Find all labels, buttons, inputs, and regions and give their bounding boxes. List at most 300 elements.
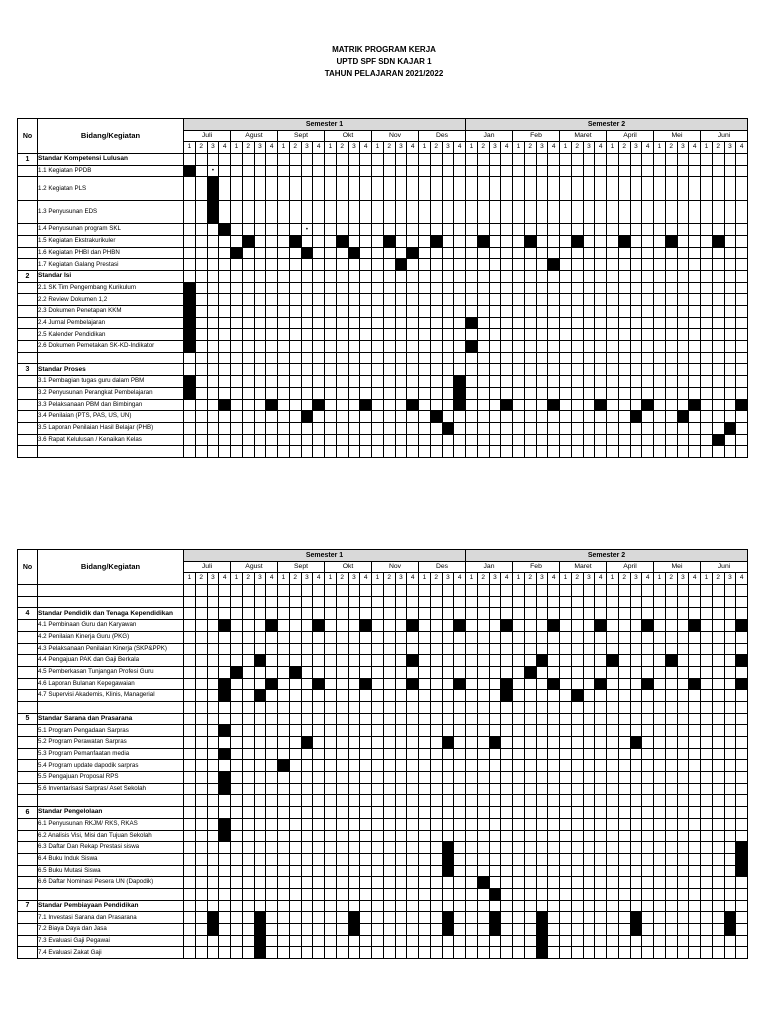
schedule-cell xyxy=(524,877,536,889)
week-header: 1 xyxy=(419,573,431,585)
schedule-cell xyxy=(618,620,630,632)
schedule-cell xyxy=(430,725,442,737)
schedule-cell xyxy=(630,596,642,608)
schedule-cell xyxy=(736,411,748,423)
activity-row xyxy=(18,783,748,795)
schedule-cell xyxy=(195,224,207,236)
schedule-cell xyxy=(348,620,360,632)
schedule-cell xyxy=(430,294,442,306)
schedule-cell xyxy=(630,294,642,306)
schedule-cell xyxy=(231,877,243,889)
schedule-cell xyxy=(689,666,701,678)
schedule-cell xyxy=(501,282,513,294)
schedule-cell xyxy=(266,807,278,819)
schedule-cell xyxy=(724,678,736,690)
schedule-cell xyxy=(184,608,196,620)
schedule-cell xyxy=(642,725,654,737)
schedule-cell xyxy=(254,631,266,643)
schedule-cell xyxy=(219,446,231,458)
schedule-cell xyxy=(454,608,466,620)
schedule-cell xyxy=(477,352,489,364)
schedule-cell xyxy=(595,900,607,912)
schedule-cell xyxy=(325,620,337,632)
activity-row xyxy=(18,678,748,690)
schedule-cell xyxy=(642,387,654,399)
schedule-cell xyxy=(736,235,748,247)
schedule-cell xyxy=(560,387,572,399)
week-header: 3 xyxy=(677,573,689,585)
schedule-cell xyxy=(242,352,254,364)
schedule-cell xyxy=(325,666,337,678)
schedule-cell xyxy=(372,235,384,247)
scheduled-cell xyxy=(266,399,278,411)
schedule-cell xyxy=(665,842,677,854)
schedule-cell xyxy=(548,853,560,865)
schedule-cell xyxy=(231,376,243,388)
schedule-cell xyxy=(372,247,384,259)
schedule-cell xyxy=(360,411,372,423)
schedule-cell xyxy=(184,924,196,936)
schedule-cell xyxy=(642,422,654,434)
schedule-cell xyxy=(712,830,724,842)
schedule-cell xyxy=(689,737,701,749)
scheduled-cell xyxy=(548,259,560,271)
schedule-cell xyxy=(242,294,254,306)
schedule-cell xyxy=(383,701,395,713)
schedule-cell xyxy=(477,596,489,608)
schedule-cell xyxy=(207,364,219,376)
schedule-cell xyxy=(571,165,583,177)
schedule-cell xyxy=(618,877,630,889)
schedule-cell xyxy=(583,259,595,271)
schedule-cell xyxy=(383,352,395,364)
schedule-cell xyxy=(618,842,630,854)
activity-row xyxy=(18,690,748,702)
schedule-cell xyxy=(195,387,207,399)
week-header: 1 xyxy=(466,142,478,154)
schedule-cell xyxy=(254,608,266,620)
schedule-cell xyxy=(184,772,196,784)
schedule-cell xyxy=(266,725,278,737)
schedule-cell xyxy=(195,352,207,364)
schedule-cell xyxy=(301,608,313,620)
schedule-cell xyxy=(454,865,466,877)
schedule-cell xyxy=(407,725,419,737)
schedule-cell xyxy=(548,877,560,889)
activity-row xyxy=(18,596,748,608)
schedule-cell xyxy=(466,631,478,643)
schedule-cell xyxy=(278,399,290,411)
schedule-cell xyxy=(712,795,724,807)
schedule-cell xyxy=(430,772,442,784)
schedule-cell xyxy=(477,224,489,236)
schedule-cell xyxy=(278,900,290,912)
schedule-cell xyxy=(442,631,454,643)
schedule-cell xyxy=(571,947,583,959)
schedule-cell xyxy=(289,830,301,842)
schedule-cell xyxy=(278,608,290,620)
schedule-cell xyxy=(536,830,548,842)
schedule-cell xyxy=(618,783,630,795)
schedule-cell xyxy=(442,643,454,655)
schedule-cell xyxy=(677,748,689,760)
schedule-cell xyxy=(560,235,572,247)
schedule-cell xyxy=(466,678,478,690)
schedule-cell xyxy=(254,772,266,784)
week-header: 2 xyxy=(430,142,442,154)
schedule-cell xyxy=(583,165,595,177)
week-header: 2 xyxy=(430,573,442,585)
schedule-cell xyxy=(336,818,348,830)
schedule-cell xyxy=(712,306,724,318)
schedule-cell xyxy=(689,865,701,877)
schedule-cell xyxy=(219,608,231,620)
schedule-cell xyxy=(642,772,654,784)
schedule-cell xyxy=(184,434,196,446)
schedule-cell xyxy=(536,760,548,772)
schedule-cell xyxy=(242,411,254,423)
schedule-cell xyxy=(736,282,748,294)
schedule-cell xyxy=(618,259,630,271)
schedule-cell xyxy=(325,376,337,388)
schedule-cell xyxy=(548,690,560,702)
schedule-cell xyxy=(184,737,196,749)
schedule-cell xyxy=(419,713,431,725)
schedule-cell xyxy=(336,352,348,364)
week-header: 4 xyxy=(642,142,654,154)
schedule-cell xyxy=(524,725,536,737)
schedule-cell xyxy=(677,888,689,900)
schedule-cell xyxy=(442,177,454,200)
schedule-cell xyxy=(360,865,372,877)
schedule-cell xyxy=(219,294,231,306)
schedule-cell xyxy=(701,329,713,341)
schedule-cell xyxy=(278,154,290,166)
schedule-cell xyxy=(372,294,384,306)
schedule-cell xyxy=(654,259,666,271)
schedule-cell xyxy=(407,329,419,341)
schedule-cell xyxy=(630,795,642,807)
schedule-cell xyxy=(219,165,231,177)
schedule-cell xyxy=(712,748,724,760)
schedule-cell xyxy=(407,422,419,434)
schedule-cell xyxy=(548,224,560,236)
schedule-cell xyxy=(501,701,513,713)
scheduled-cell xyxy=(336,235,348,247)
row-number xyxy=(18,306,38,318)
schedule-cell xyxy=(231,690,243,702)
schedule-cell xyxy=(618,912,630,924)
schedule-cell xyxy=(701,900,713,912)
schedule-cell xyxy=(595,329,607,341)
schedule-cell xyxy=(325,306,337,318)
schedule-cell xyxy=(442,352,454,364)
schedule-cell xyxy=(383,853,395,865)
week-header: 3 xyxy=(489,142,501,154)
schedule-cell xyxy=(219,655,231,667)
schedule-cell xyxy=(654,177,666,200)
schedule-cell xyxy=(712,317,724,329)
schedule-cell xyxy=(231,783,243,795)
schedule-cell xyxy=(724,830,736,842)
schedule-cell xyxy=(654,434,666,446)
activity-row xyxy=(18,177,748,200)
schedule-cell xyxy=(383,387,395,399)
schedule-cell xyxy=(289,608,301,620)
category-row xyxy=(18,807,748,819)
schedule-cell xyxy=(430,387,442,399)
schedule-cell xyxy=(254,830,266,842)
schedule-cell xyxy=(501,422,513,434)
schedule-cell xyxy=(254,422,266,434)
schedule-cell xyxy=(571,411,583,423)
month-header-okt: Okt xyxy=(325,130,372,142)
schedule-cell xyxy=(501,446,513,458)
schedule-cell xyxy=(442,678,454,690)
schedule-cell xyxy=(360,608,372,620)
schedule-cell xyxy=(184,725,196,737)
schedule-cell xyxy=(477,701,489,713)
schedule-cell xyxy=(195,924,207,936)
schedule-cell xyxy=(736,900,748,912)
schedule-cell xyxy=(524,165,536,177)
schedule-cell xyxy=(207,352,219,364)
schedule-cell xyxy=(536,224,548,236)
schedule-cell xyxy=(583,631,595,643)
schedule-cell xyxy=(548,818,560,830)
scheduled-cell xyxy=(442,853,454,865)
schedule-cell xyxy=(454,912,466,924)
schedule-cell xyxy=(630,235,642,247)
schedule-cell xyxy=(207,585,219,597)
schedule-cell xyxy=(407,924,419,936)
schedule-cell xyxy=(242,807,254,819)
schedule-cell xyxy=(313,947,325,959)
schedule-cell xyxy=(524,760,536,772)
schedule-cell xyxy=(278,666,290,678)
schedule-cell xyxy=(407,631,419,643)
week-header: 2 xyxy=(242,142,254,154)
schedule-cell xyxy=(583,666,595,678)
schedule-cell xyxy=(266,177,278,200)
schedule-cell xyxy=(571,631,583,643)
schedule-cell xyxy=(654,877,666,889)
schedule-cell xyxy=(654,596,666,608)
schedule-cell xyxy=(383,364,395,376)
schedule-cell xyxy=(313,387,325,399)
schedule-cell xyxy=(536,865,548,877)
schedule-cell xyxy=(254,865,266,877)
schedule-cell xyxy=(630,655,642,667)
schedule-cell xyxy=(383,737,395,749)
schedule-cell xyxy=(207,678,219,690)
schedule-cell xyxy=(372,748,384,760)
schedule-cell xyxy=(454,748,466,760)
week-header: 2 xyxy=(336,142,348,154)
schedule-cell xyxy=(689,329,701,341)
schedule-cell xyxy=(219,795,231,807)
schedule-cell xyxy=(231,422,243,434)
schedule-cell xyxy=(383,818,395,830)
schedule-cell xyxy=(219,924,231,936)
schedule-cell xyxy=(689,807,701,819)
scheduled-cell xyxy=(348,247,360,259)
schedule-cell xyxy=(607,643,619,655)
schedule-cell xyxy=(419,200,431,223)
schedule-cell xyxy=(395,842,407,854)
schedule-cell xyxy=(466,877,478,889)
schedule-cell xyxy=(583,935,595,947)
schedule-cell xyxy=(278,737,290,749)
schedule-cell xyxy=(184,713,196,725)
schedule-cell xyxy=(501,842,513,854)
activity-label: 6.6 Daftar Nominasi Pesera UN (Dapodik) xyxy=(38,877,184,889)
schedule-cell xyxy=(184,399,196,411)
schedule-cell xyxy=(736,154,748,166)
schedule-cell xyxy=(571,341,583,353)
scheduled-cell xyxy=(477,877,489,889)
schedule-cell xyxy=(560,935,572,947)
scheduled-cell xyxy=(642,678,654,690)
schedule-cell xyxy=(266,434,278,446)
schedule-cell xyxy=(571,795,583,807)
schedule-cell xyxy=(289,282,301,294)
title-line-1: MATRIK PROGRAM KERJA xyxy=(332,45,436,54)
schedule-cell xyxy=(477,807,489,819)
schedule-cell xyxy=(360,701,372,713)
schedule-cell xyxy=(313,235,325,247)
schedule-cell xyxy=(560,807,572,819)
schedule-cell xyxy=(242,772,254,784)
schedule-cell xyxy=(583,341,595,353)
scheduled-cell xyxy=(524,235,536,247)
schedule-cell xyxy=(701,655,713,667)
schedule-cell xyxy=(430,620,442,632)
schedule-cell xyxy=(325,434,337,446)
schedule-cell xyxy=(454,306,466,318)
schedule-cell xyxy=(677,900,689,912)
schedule-cell xyxy=(536,795,548,807)
schedule-cell xyxy=(654,329,666,341)
schedule-cell xyxy=(571,807,583,819)
row-number xyxy=(18,352,38,364)
scheduled-cell xyxy=(184,282,196,294)
schedule-cell xyxy=(607,259,619,271)
schedule-cell xyxy=(665,631,677,643)
schedule-cell xyxy=(560,655,572,667)
scheduled-cell xyxy=(736,399,748,411)
schedule-cell xyxy=(595,912,607,924)
schedule-cell xyxy=(701,387,713,399)
week-header: 4 xyxy=(736,142,748,154)
scheduled-cell xyxy=(595,620,607,632)
schedule-cell xyxy=(477,655,489,667)
schedule-cell xyxy=(207,259,219,271)
schedule-cell xyxy=(430,200,442,223)
schedule-cell xyxy=(372,200,384,223)
row-number xyxy=(18,631,38,643)
schedule-cell xyxy=(548,748,560,760)
schedule-cell xyxy=(348,678,360,690)
schedule-cell xyxy=(278,631,290,643)
schedule-cell xyxy=(665,666,677,678)
schedule-cell xyxy=(477,912,489,924)
schedule-cell xyxy=(231,224,243,236)
schedule-cell xyxy=(548,317,560,329)
schedule-cell xyxy=(524,411,536,423)
schedule-cell xyxy=(595,760,607,772)
schedule-cell xyxy=(313,666,325,678)
schedule-cell xyxy=(701,830,713,842)
schedule-cell xyxy=(724,772,736,784)
schedule-cell xyxy=(348,947,360,959)
schedule-cell xyxy=(595,865,607,877)
schedule-cell xyxy=(254,666,266,678)
schedule-cell xyxy=(654,912,666,924)
schedule-cell xyxy=(207,865,219,877)
schedule-cell xyxy=(665,853,677,865)
schedule-cell xyxy=(560,795,572,807)
schedule-cell xyxy=(618,364,630,376)
schedule-cell xyxy=(454,270,466,282)
header-no-cell: No xyxy=(18,550,38,585)
schedule-cell xyxy=(407,760,419,772)
schedule-cell xyxy=(677,631,689,643)
schedule-cell xyxy=(560,224,572,236)
schedule-cell xyxy=(689,631,701,643)
schedule-cell xyxy=(442,399,454,411)
schedule-cell xyxy=(289,411,301,423)
schedule-cell xyxy=(360,376,372,388)
schedule-cell xyxy=(278,807,290,819)
schedule-cell xyxy=(242,900,254,912)
schedule-cell xyxy=(407,585,419,597)
schedule-cell xyxy=(360,900,372,912)
row-number xyxy=(18,247,38,259)
schedule-cell xyxy=(419,154,431,166)
schedule-cell xyxy=(524,713,536,725)
schedule-cell xyxy=(325,713,337,725)
scheduled-cell xyxy=(219,620,231,632)
schedule-cell xyxy=(736,306,748,318)
schedule-cell xyxy=(665,807,677,819)
schedule-cell xyxy=(701,701,713,713)
schedule-cell xyxy=(736,807,748,819)
schedule-cell xyxy=(560,783,572,795)
schedule-cell xyxy=(548,200,560,223)
schedule-cell xyxy=(207,282,219,294)
schedule-cell xyxy=(571,725,583,737)
schedule-cell xyxy=(266,376,278,388)
schedule-cell xyxy=(372,807,384,819)
schedule-cell xyxy=(595,748,607,760)
schedule-cell xyxy=(195,154,207,166)
schedule-cell xyxy=(360,282,372,294)
schedule-cell xyxy=(607,411,619,423)
row-number xyxy=(18,620,38,632)
schedule-cell xyxy=(513,294,525,306)
schedule-cell xyxy=(712,399,724,411)
schedule-cell xyxy=(313,935,325,947)
schedule-cell xyxy=(536,282,548,294)
schedule-cell xyxy=(242,842,254,854)
schedule-cell xyxy=(430,830,442,842)
schedule-cell xyxy=(665,317,677,329)
schedule-cell xyxy=(560,317,572,329)
schedule-cell xyxy=(207,713,219,725)
schedule-cell xyxy=(712,737,724,749)
schedule-cell xyxy=(325,270,337,282)
